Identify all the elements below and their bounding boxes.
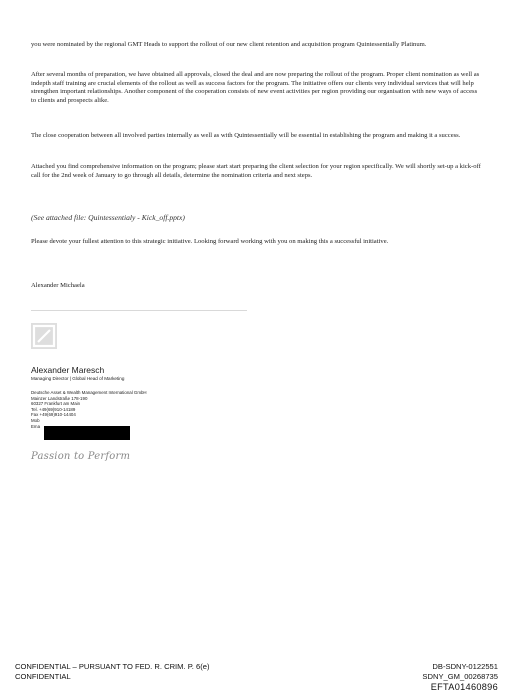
signature-title: Managing Director | Global Head of Marketing (31, 376, 125, 381)
signature-city: 60327 Frankfurt am Main (31, 401, 81, 407)
signature-name: Alexander Maresch (31, 365, 105, 375)
signature-contact-block (31, 390, 147, 429)
paragraph-nomination: you were nominated by the regional GMT Heads to support the rollout of our new client retention and acquisition program Quintessentially Platinum. (31, 41, 427, 48)
paragraph-attached-info: Attached you find comprehensive information on the program; please start start preparing the client selection for your region specifically. We will shortly set-up a kick-off call for the 2nd week of January to go through all details, determine the nomination criteria and next steps. (31, 163, 481, 179)
footer-confidential-line2: CONFIDENTIAL (15, 672, 71, 681)
paragraph-preparation: After several months of preparation, we have obtained all approvals, closed the deal and are now preparing the rollout of the program. Proper client nomination as well as indepth staff training are crucial elements of the rollout as well as success factors for the program. The initiative offers our clients very individual services that will help strengthen important relationships. Another component of the cooperation consists of new event activities per region providing our organisation with new ways of access to clients and prospects alike. (31, 71, 480, 104)
signature-email: Ema (31, 423, 41, 429)
footer-bates-sdny: SDNY_GM_00268735 (422, 672, 498, 681)
signature-street: Mainzer Landstraße 178-190 (31, 395, 88, 401)
paragraph-closing: Please devote your fullest attention to this strategic initiative. Looking forward working with you on making this a successful initiative. (31, 238, 389, 245)
footer-bates (422, 662, 498, 693)
deutsche-bank-logo-icon (31, 323, 57, 349)
signature-tel: Tel. +49(69)910-14189 (31, 406, 76, 412)
footer-bates-efta: EFTA01460896 (430, 682, 498, 692)
signature-divider (31, 310, 247, 311)
signature-mobile: Mob (31, 417, 40, 423)
signature-company: Deutsche Asset & Wealth Management International GmbH (31, 390, 147, 395)
footer-bates-db: DB-SDNY-0122551 (432, 662, 498, 671)
paragraph-cooperation: The close cooperation between all involved parties internally as well as with Quintessentially will be essential in establishing the program and making it a success. (31, 132, 461, 139)
redaction-box (44, 426, 130, 440)
attachment-reference: (See attached file: Quintessentialy - Kick_off.pptx) (31, 213, 185, 222)
signature-tagline: Passion to Perform (31, 451, 131, 462)
footer-confidential-line1: CONFIDENTIAL – PURSUANT TO FED. R. CRIM. P. 6(e) (15, 662, 210, 671)
signature-fax: Fax +49(69)910-14404 (31, 412, 76, 418)
footer-confidential (15, 662, 210, 682)
sender-name: Alexander Michaela (31, 282, 85, 289)
